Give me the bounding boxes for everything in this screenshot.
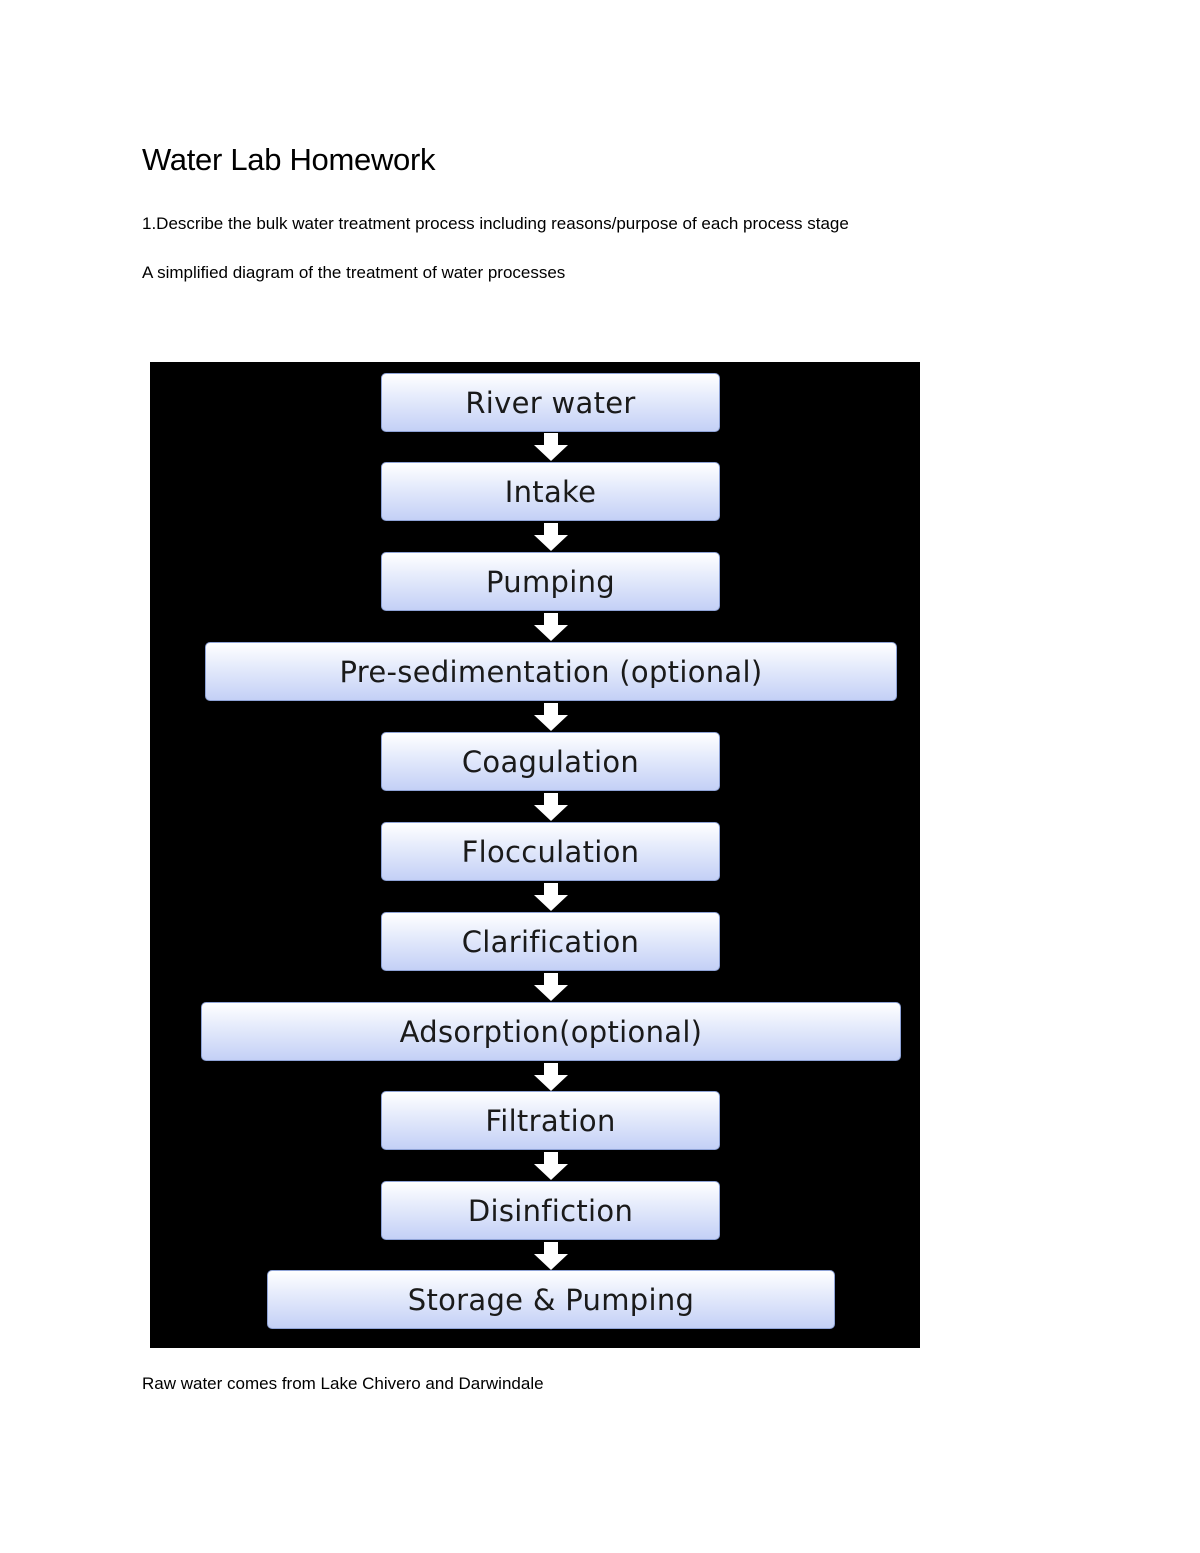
down-arrow-icon: [534, 433, 568, 461]
source-note: Raw water comes from Lake Chivero and Darwindale: [142, 1374, 544, 1393]
water-treatment-flowchart: [150, 362, 920, 1348]
down-arrow-icon: [534, 1152, 568, 1180]
down-arrow-icon: [534, 613, 568, 641]
step-flocculation: Flocculation: [381, 822, 720, 881]
step-storage-pumping: Storage & Pumping: [267, 1270, 835, 1329]
down-arrow-icon: [534, 793, 568, 821]
diagram-caption: A simplified diagram of the treatment of water processes: [142, 263, 566, 282]
question-text: 1.Describe the bulk water treatment process including reasons/purpose of each process stage: [142, 214, 849, 233]
step-pre-sedimentation: Pre-sedimentation (optional): [205, 642, 897, 701]
down-arrow-icon: [534, 973, 568, 1001]
step-river-water: River water: [381, 373, 720, 432]
down-arrow-icon: [534, 1063, 568, 1091]
down-arrow-icon: [534, 1242, 568, 1270]
down-arrow-icon: [534, 703, 568, 731]
step-filtration: Filtration: [381, 1091, 720, 1150]
step-pumping: Pumping: [381, 552, 720, 611]
step-clarification: Clarification: [381, 912, 720, 971]
page-title: Water Lab Homework: [142, 142, 436, 177]
step-coagulation: Coagulation: [381, 732, 720, 791]
down-arrow-icon: [534, 883, 568, 911]
step-intake: Intake: [381, 462, 720, 521]
down-arrow-icon: [534, 523, 568, 551]
step-adsorption: Adsorption(optional): [201, 1002, 901, 1061]
step-disinfection: Disinfiction: [381, 1181, 720, 1240]
